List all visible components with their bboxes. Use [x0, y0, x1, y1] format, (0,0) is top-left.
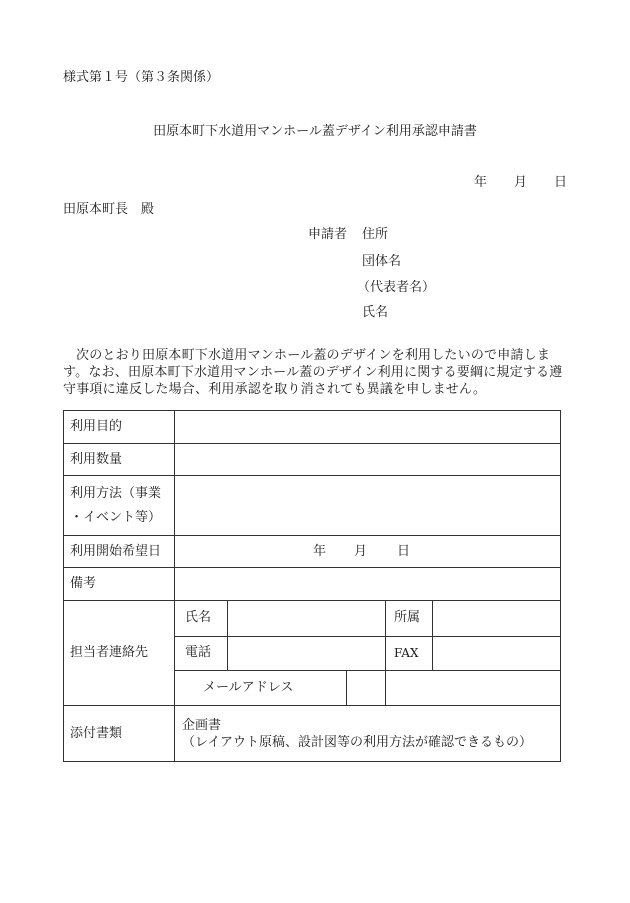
contact-email-label: メールアドレス	[175, 671, 347, 706]
method-label-line2: ・イベント等）	[70, 509, 162, 525]
contact-email-field-a[interactable]	[347, 671, 386, 706]
date-month: 月	[514, 175, 528, 190]
contact-affiliation-label: 所属	[386, 601, 433, 636]
attachments-field	[175, 706, 561, 762]
quantity-field[interactable]	[175, 444, 561, 476]
attachments-line1: 企画書	[182, 717, 222, 733]
addressee: 田原本町長 殿	[63, 202, 155, 217]
contact-name-label: 氏名	[175, 601, 228, 636]
contact-name-field[interactable]	[228, 601, 386, 636]
purpose-label: 利用目的	[64, 411, 175, 444]
start-day: 日	[397, 543, 411, 559]
document-title: 田原本町下水道用マンホール蓋デザイン利用承認申請書	[153, 124, 477, 139]
attachments-label: 添付書類	[64, 706, 175, 762]
contact-fax-label: FAX	[386, 636, 433, 670]
email-row	[175, 671, 385, 706]
date-line	[474, 171, 567, 190]
form-number: 様式第１号（第３条関係）	[63, 70, 220, 85]
method-label	[64, 476, 175, 536]
start-date-label: 利用開始希望日	[64, 536, 175, 568]
applicant-label: 申請者	[308, 227, 348, 242]
remarks-label: 備考	[64, 568, 175, 601]
contact-email-field[interactable]	[386, 670, 561, 705]
start-date-field[interactable]	[175, 536, 561, 568]
applicant-organization-label: 団体名	[362, 254, 402, 269]
start-month: 月	[354, 543, 368, 559]
date-year: 年	[474, 175, 488, 190]
application-table	[63, 410, 561, 762]
contact-table	[175, 601, 560, 705]
applicant-address-label: 住所	[362, 227, 389, 242]
method-field[interactable]	[175, 476, 561, 536]
remarks-field[interactable]	[175, 568, 561, 601]
start-year: 年	[313, 543, 327, 559]
purpose-field[interactable]	[175, 411, 561, 444]
applicant-representative-label: （代表者名）	[357, 280, 436, 295]
contact-phone-label: 電話	[175, 636, 228, 670]
applicant-name-label: 氏名	[362, 305, 389, 320]
declaration-statement: 次のとおり田原本町下水道用マンホール蓋のデザインを利用したいので申請します。なお、田原本町下水道用マンホール蓋のデザイン利用に関する要綱に規定する遵守事項に違反した場合、利用承認を取り消されても異議を申しません。	[63, 348, 563, 397]
contact-fax-field[interactable]	[433, 636, 561, 670]
attachments-line2: （レイアウト原稿、設計図等の利用方法が確認できるもの）	[182, 734, 532, 750]
contact-affiliation-field[interactable]	[433, 601, 561, 636]
quantity-label: 利用数量	[64, 444, 175, 476]
contact-label: 担当者連絡先	[64, 601, 175, 706]
contact-cell	[175, 601, 561, 706]
date-day: 日	[554, 175, 568, 190]
method-label-line1: 利用方法（事業	[70, 485, 162, 501]
contact-phone-field[interactable]	[228, 636, 386, 670]
